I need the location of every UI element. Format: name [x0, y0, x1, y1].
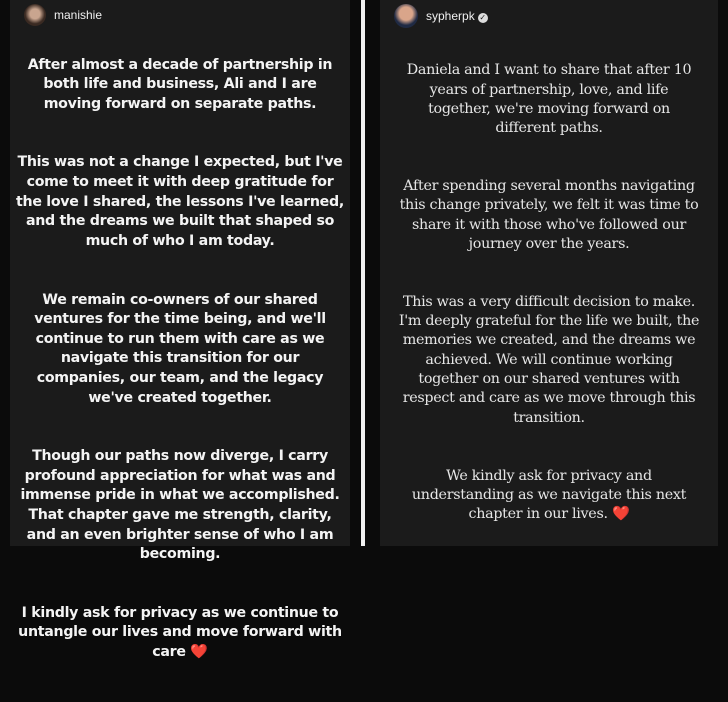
paragraph: This was a very difficult decision to make. I'm deeply grateful for the life we built, the memories we created, and the dreams we achieved. We will continue working together on our shared ventures with respect and care as we move through this transition.: [398, 293, 700, 426]
story-header: [24, 4, 102, 26]
username[interactable]: manishie: [54, 8, 103, 22]
left-story-panel: [10, 0, 350, 661]
avatar[interactable]: [24, 4, 46, 26]
verified-badge-icon: ✓: [479, 13, 487, 22]
paragraph: [16, 604, 344, 663]
heart-icon: ❤️: [612, 506, 630, 523]
paragraph-text: We kindly ask for privacy and understanding as we navigate this next chapter in our lives.: [411, 467, 687, 523]
paragraph: We remain co-owners of our shared ventures for the time being, and we'll continue to run them with care as we navigate this transition for our companies, our team, and the legacy we've created together.: [34, 291, 326, 406]
paragraph: This was not a change I expected, but I've come to meet it with deep gratitude for the love I shared, the lessons I've learned, and the dreams we built that shaped so much of who I am today.: [16, 154, 344, 249]
username[interactable]: [426, 9, 488, 23]
heart-icon: ❤️: [190, 644, 208, 661]
story-text: [10, 36, 350, 702]
username-text: sypherpk: [426, 9, 475, 23]
paragraph: After spending several months navigating this change privately, we felt it was time to share it with those who've followed our journey over the years.: [399, 178, 699, 252]
paragraph: After almost a decade of partnership in both life and business, Ali and I are moving forward on separate paths.: [27, 56, 333, 112]
story-header: [394, 4, 488, 28]
paragraph: Daniela and I want to share that after 10 years of partnership, love, and life together, we're moving forward on different paths.: [406, 62, 692, 137]
paragraph-text: I kindly ask for privacy as we continue to untangle our lives and move forward with care: [18, 604, 342, 661]
right-story-panel: [380, 0, 718, 546]
avatar[interactable]: [394, 4, 418, 28]
paragraph: [398, 467, 700, 525]
divider: [361, 0, 365, 546]
story-text: [380, 42, 718, 563]
paragraph: Though our paths now diverge, I carry profound appreciation for what was and immense pride in what we accomplished. That chapter gave me strength, clarity, and an even brighter sense of who I am becoming.: [20, 448, 340, 563]
